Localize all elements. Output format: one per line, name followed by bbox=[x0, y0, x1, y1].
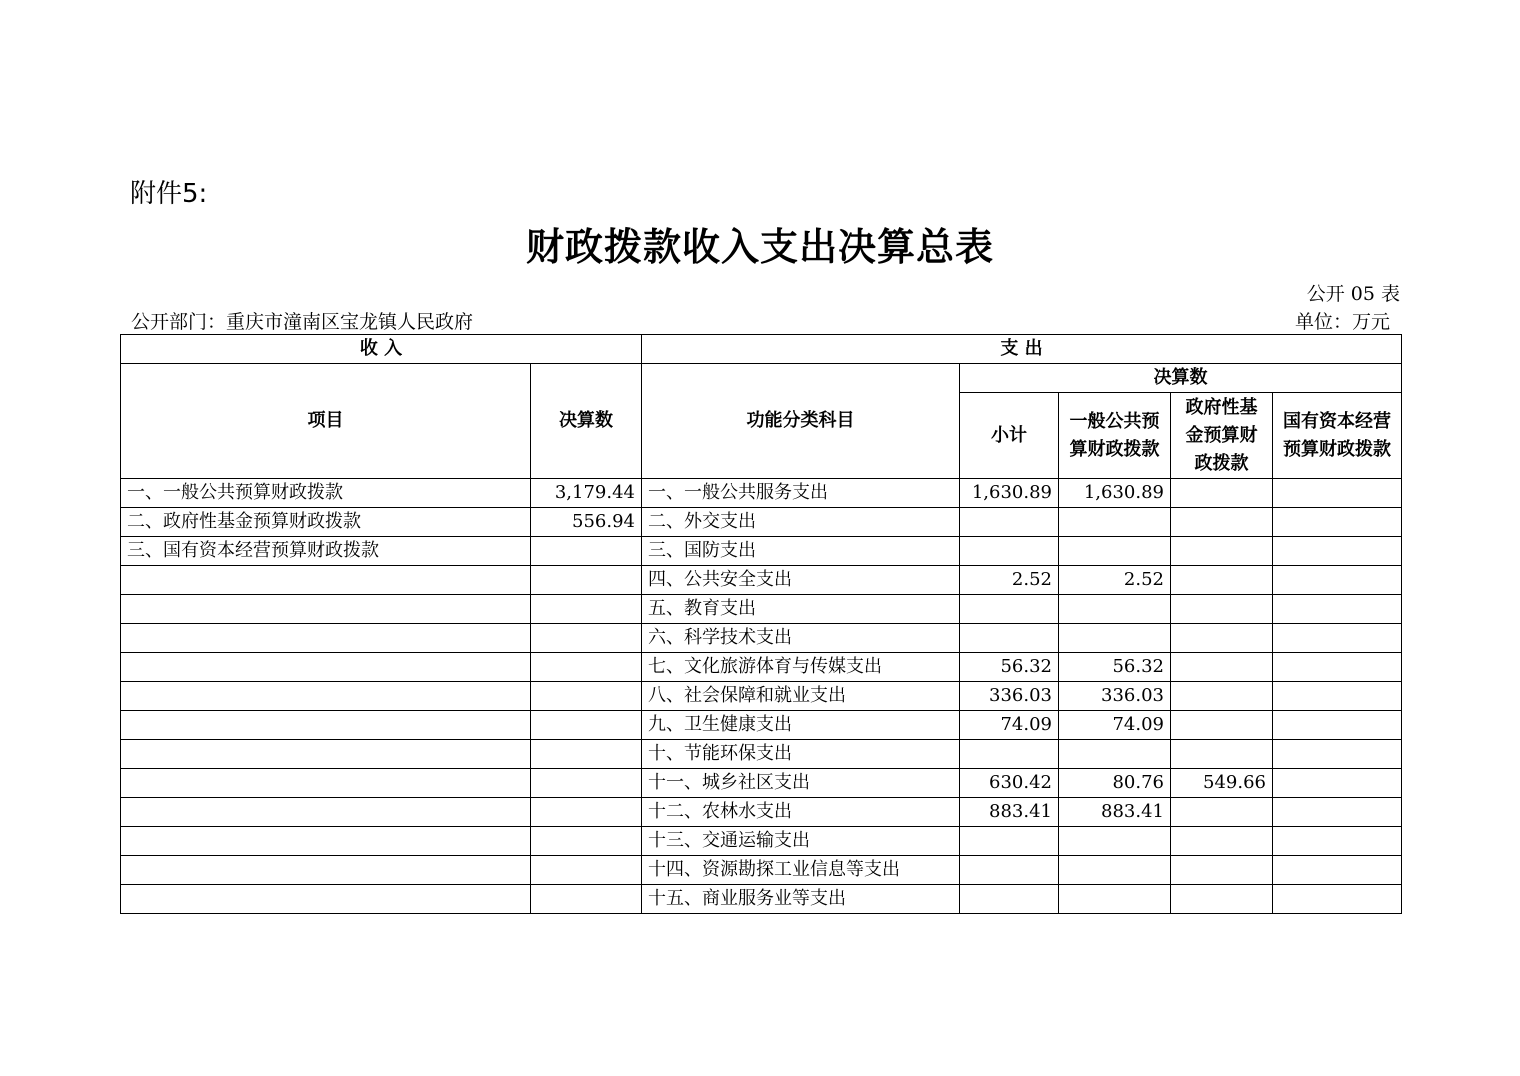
table-row bbox=[121, 885, 1402, 914]
income-amount-cell bbox=[531, 740, 642, 769]
gov-fund-header: 政府性基金预算财政拨款 bbox=[1171, 393, 1273, 479]
table-row bbox=[121, 827, 1402, 856]
income-item-cell bbox=[121, 595, 531, 624]
state-capital-cell bbox=[1273, 479, 1402, 508]
income-item-cell bbox=[121, 885, 531, 914]
income-amount-cell bbox=[531, 798, 642, 827]
gov-fund-cell bbox=[1171, 798, 1273, 827]
table-row bbox=[121, 595, 1402, 624]
general-budget-cell bbox=[1059, 595, 1171, 624]
state-capital-cell bbox=[1273, 769, 1402, 798]
final-amount-header: 决算数 bbox=[960, 364, 1402, 393]
unit-label: 单位：万元 bbox=[1294, 311, 1390, 333]
table-row bbox=[121, 711, 1402, 740]
gov-fund-cell bbox=[1171, 479, 1273, 508]
income-item-cell bbox=[121, 827, 531, 856]
income-amount-cell bbox=[531, 856, 642, 885]
subtotal-cell bbox=[960, 537, 1059, 566]
expense-item-cell: 二、外交支出 bbox=[642, 508, 960, 537]
gov-fund-cell bbox=[1171, 595, 1273, 624]
table-row bbox=[121, 624, 1402, 653]
general-budget-cell bbox=[1059, 537, 1171, 566]
general-budget-cell bbox=[1059, 740, 1171, 769]
gov-fund-cell bbox=[1171, 537, 1273, 566]
income-amount-cell bbox=[531, 827, 642, 856]
general-budget-cell: 80.76 bbox=[1059, 769, 1171, 798]
subtotal-cell bbox=[960, 624, 1059, 653]
income-item-cell bbox=[121, 624, 531, 653]
general-budget-cell: 74.09 bbox=[1059, 711, 1171, 740]
subtotal-cell: 56.32 bbox=[960, 653, 1059, 682]
income-item-cell bbox=[121, 740, 531, 769]
state-capital-cell bbox=[1273, 682, 1402, 711]
income-amount-cell bbox=[531, 885, 642, 914]
subtotal-cell bbox=[960, 827, 1059, 856]
income-amount-cell: 556.94 bbox=[531, 508, 642, 537]
income-item-cell bbox=[121, 682, 531, 711]
state-capital-cell bbox=[1273, 798, 1402, 827]
department-label: 公开部门：重庆市潼南区宝龙镇人民政府 bbox=[131, 311, 474, 333]
subtotal-cell: 1,630.89 bbox=[960, 479, 1059, 508]
gov-fund-cell bbox=[1171, 508, 1273, 537]
table-row bbox=[121, 856, 1402, 885]
income-item-cell bbox=[121, 711, 531, 740]
subtotal-cell: 883.41 bbox=[960, 798, 1059, 827]
subtotal-cell bbox=[960, 595, 1059, 624]
expense-item-cell: 十三、交通运输支出 bbox=[642, 827, 960, 856]
subtotal-cell: 630.42 bbox=[960, 769, 1059, 798]
gov-fund-cell bbox=[1171, 885, 1273, 914]
header-row-2 bbox=[121, 364, 1402, 393]
table-row bbox=[121, 537, 1402, 566]
income-amount-cell bbox=[531, 682, 642, 711]
income-amount-cell bbox=[531, 595, 642, 624]
income-amount-cell bbox=[531, 537, 642, 566]
state-capital-cell bbox=[1273, 856, 1402, 885]
func-class-header: 功能分类科目 bbox=[642, 364, 960, 479]
general-budget-cell bbox=[1059, 624, 1171, 653]
table-row bbox=[121, 682, 1402, 711]
table-row bbox=[121, 740, 1402, 769]
income-item-cell: 三、国有资本经营预算财政拨款 bbox=[121, 537, 531, 566]
gov-fund-cell bbox=[1171, 566, 1273, 595]
gov-fund-cell bbox=[1171, 711, 1273, 740]
subtotal-cell: 336.03 bbox=[960, 682, 1059, 711]
state-capital-cell bbox=[1273, 566, 1402, 595]
income-item-cell bbox=[121, 856, 531, 885]
state-capital-header: 国有资本经营预算财政拨款 bbox=[1273, 393, 1402, 479]
attachment-label: 附件5: bbox=[130, 179, 208, 209]
income-item-cell bbox=[121, 798, 531, 827]
income-amount-cell: 3,179.44 bbox=[531, 479, 642, 508]
gov-fund-cell bbox=[1171, 682, 1273, 711]
subtotal-cell bbox=[960, 856, 1059, 885]
general-budget-cell: 2.52 bbox=[1059, 566, 1171, 595]
general-budget-cell bbox=[1059, 508, 1171, 537]
expense-item-cell: 十一、城乡社区支出 bbox=[642, 769, 960, 798]
expense-item-cell: 十五、商业服务业等支出 bbox=[642, 885, 960, 914]
state-capital-cell bbox=[1273, 595, 1402, 624]
state-capital-cell bbox=[1273, 885, 1402, 914]
state-capital-cell bbox=[1273, 624, 1402, 653]
income-header: 收 入 bbox=[121, 335, 642, 364]
state-capital-cell bbox=[1273, 711, 1402, 740]
expense-item-cell: 四、公共安全支出 bbox=[642, 566, 960, 595]
state-capital-cell bbox=[1273, 537, 1402, 566]
general-budget-header: 一般公共预算财政拨款 bbox=[1059, 393, 1171, 479]
expense-item-cell: 九、卫生健康支出 bbox=[642, 711, 960, 740]
expense-item-cell: 十二、农林水支出 bbox=[642, 798, 960, 827]
form-number: 公开 05 表 bbox=[1306, 283, 1400, 305]
gov-fund-cell bbox=[1171, 653, 1273, 682]
table-row bbox=[121, 769, 1402, 798]
general-budget-cell bbox=[1059, 885, 1171, 914]
subtotal-cell bbox=[960, 740, 1059, 769]
expense-item-cell: 六、科学技术支出 bbox=[642, 624, 960, 653]
page-title: 财政拨款收入支出决算总表 bbox=[525, 225, 994, 269]
income-amount-header: 决算数 bbox=[531, 364, 642, 479]
table-row bbox=[121, 508, 1402, 537]
general-budget-cell bbox=[1059, 856, 1171, 885]
income-item-cell: 二、政府性基金预算财政拨款 bbox=[121, 508, 531, 537]
income-item-cell bbox=[121, 566, 531, 595]
income-amount-cell bbox=[531, 566, 642, 595]
subtotal-cell bbox=[960, 508, 1059, 537]
subtotal-cell: 74.09 bbox=[960, 711, 1059, 740]
state-capital-cell bbox=[1273, 653, 1402, 682]
header-row-1 bbox=[121, 335, 1402, 364]
income-item-cell bbox=[121, 653, 531, 682]
income-amount-cell bbox=[531, 711, 642, 740]
subtotal-cell: 2.52 bbox=[960, 566, 1059, 595]
subtotal-cell bbox=[960, 885, 1059, 914]
table-row bbox=[121, 566, 1402, 595]
general-budget-cell: 336.03 bbox=[1059, 682, 1171, 711]
gov-fund-cell: 549.66 bbox=[1171, 769, 1273, 798]
expense-item-cell: 七、文化旅游体育与传媒支出 bbox=[642, 653, 960, 682]
item-header: 项目 bbox=[121, 364, 531, 479]
expense-header: 支 出 bbox=[642, 335, 1402, 364]
expense-item-cell: 三、国防支出 bbox=[642, 537, 960, 566]
expense-item-cell: 十四、资源勘探工业信息等支出 bbox=[642, 856, 960, 885]
income-amount-cell bbox=[531, 624, 642, 653]
expense-item-cell: 一、一般公共服务支出 bbox=[642, 479, 960, 508]
gov-fund-cell bbox=[1171, 624, 1273, 653]
gov-fund-cell bbox=[1171, 827, 1273, 856]
income-item-cell: 一、一般公共预算财政拨款 bbox=[121, 479, 531, 508]
expense-item-cell: 十、节能环保支出 bbox=[642, 740, 960, 769]
gov-fund-cell bbox=[1171, 740, 1273, 769]
state-capital-cell bbox=[1273, 508, 1402, 537]
table-row bbox=[121, 653, 1402, 682]
table-row bbox=[121, 479, 1402, 508]
state-capital-cell bbox=[1273, 740, 1402, 769]
expense-item-cell: 五、教育支出 bbox=[642, 595, 960, 624]
income-amount-cell bbox=[531, 769, 642, 798]
expense-item-cell: 八、社会保障和就业支出 bbox=[642, 682, 960, 711]
state-capital-cell bbox=[1273, 827, 1402, 856]
general-budget-cell: 56.32 bbox=[1059, 653, 1171, 682]
gov-fund-cell bbox=[1171, 856, 1273, 885]
subtotal-header: 小计 bbox=[960, 393, 1059, 479]
general-budget-cell bbox=[1059, 827, 1171, 856]
income-amount-cell bbox=[531, 653, 642, 682]
general-budget-cell: 1,630.89 bbox=[1059, 479, 1171, 508]
budget-table bbox=[120, 334, 1402, 914]
general-budget-cell: 883.41 bbox=[1059, 798, 1171, 827]
table-row bbox=[121, 798, 1402, 827]
income-item-cell bbox=[121, 769, 531, 798]
